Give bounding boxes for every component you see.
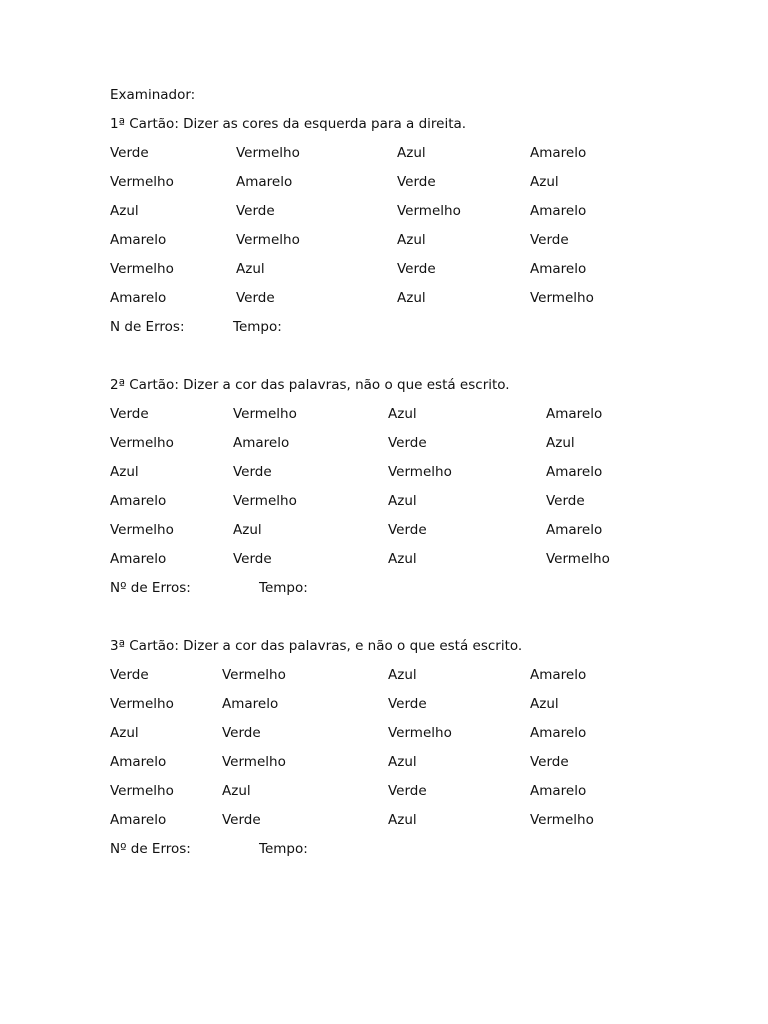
color-word: Amarelo xyxy=(530,145,587,161)
color-word: Amarelo xyxy=(110,551,167,567)
color-word: Azul xyxy=(397,232,426,248)
color-word: Vermelho xyxy=(388,725,452,741)
color-word: Azul xyxy=(388,551,417,567)
color-word-row xyxy=(0,260,768,278)
card-title: 1ª Cartão: Dizer as cores da esquerda para a direita. xyxy=(110,116,467,132)
color-word: Amarelo xyxy=(546,406,603,422)
color-word: Verde xyxy=(530,754,569,770)
color-word: Vermelho xyxy=(110,261,174,277)
color-word: Azul xyxy=(397,145,426,161)
color-word: Verde xyxy=(397,261,436,277)
color-word: Vermelho xyxy=(388,464,452,480)
color-word: Amarelo xyxy=(233,435,290,451)
color-word: Verde xyxy=(222,812,261,828)
color-word: Verde xyxy=(110,145,149,161)
color-word: Azul xyxy=(546,435,575,451)
color-word: Amarelo xyxy=(530,261,587,277)
color-word: Verde xyxy=(388,522,427,538)
color-word: Verde xyxy=(236,290,275,306)
color-word-row xyxy=(0,492,768,510)
color-word: Vermelho xyxy=(222,667,286,683)
color-word-row xyxy=(0,666,768,684)
time-label: Tempo: xyxy=(259,580,308,596)
color-word: Azul xyxy=(530,174,559,190)
color-word: Azul xyxy=(388,493,417,509)
color-word: Verde xyxy=(397,174,436,190)
color-word-row xyxy=(0,782,768,800)
color-word-row xyxy=(0,173,768,191)
color-word: Azul xyxy=(388,812,417,828)
color-word: Verde xyxy=(530,232,569,248)
color-word: Amarelo xyxy=(530,783,587,799)
color-word: Vermelho xyxy=(233,493,297,509)
color-word: Verde xyxy=(233,551,272,567)
color-word: Amarelo xyxy=(222,696,279,712)
color-word-row xyxy=(0,144,768,162)
color-word: Vermelho xyxy=(110,435,174,451)
color-word: Azul xyxy=(110,203,139,219)
color-word: Verde xyxy=(388,435,427,451)
color-word: Azul xyxy=(222,783,251,799)
color-word-row xyxy=(0,202,768,220)
color-word: Vermelho xyxy=(236,232,300,248)
color-word: Amarelo xyxy=(546,522,603,538)
color-word: Vermelho xyxy=(530,812,594,828)
color-word: Vermelho xyxy=(233,406,297,422)
color-word: Verde xyxy=(236,203,275,219)
color-word: Vermelho xyxy=(236,145,300,161)
color-word-row xyxy=(0,695,768,713)
color-word: Azul xyxy=(397,290,426,306)
color-word: Vermelho xyxy=(110,783,174,799)
color-word: Azul xyxy=(388,667,417,683)
card-title: 3ª Cartão: Dizer a cor das palavras, e não o que está escrito. xyxy=(110,638,523,654)
color-word-row xyxy=(0,434,768,452)
color-word-row xyxy=(0,231,768,249)
color-word: Azul xyxy=(530,696,559,712)
errors-label: N de Erros: xyxy=(110,319,185,335)
card-title: 2ª Cartão: Dizer a cor das palavras, não o que está escrito. xyxy=(110,377,510,393)
color-word: Amarelo xyxy=(110,290,167,306)
color-word: Azul xyxy=(236,261,265,277)
color-word: Azul xyxy=(110,464,139,480)
color-word: Vermelho xyxy=(397,203,461,219)
color-word: Amarelo xyxy=(530,203,587,219)
color-word: Verde xyxy=(546,493,585,509)
color-word: Verde xyxy=(233,464,272,480)
color-word: Amarelo xyxy=(110,493,167,509)
color-word: Vermelho xyxy=(110,174,174,190)
color-word: Amarelo xyxy=(236,174,293,190)
color-word: Vermelho xyxy=(530,290,594,306)
color-word: Vermelho xyxy=(110,696,174,712)
color-word-row xyxy=(0,405,768,423)
color-word-row xyxy=(0,724,768,742)
color-word: Vermelho xyxy=(546,551,610,567)
examiner-label: Examinador: xyxy=(110,87,196,103)
color-word: Amarelo xyxy=(530,667,587,683)
color-word: Verde xyxy=(222,725,261,741)
color-word: Vermelho xyxy=(110,522,174,538)
color-word: Verde xyxy=(110,667,149,683)
color-word-row xyxy=(0,289,768,307)
color-word: Amarelo xyxy=(110,754,167,770)
color-word-row xyxy=(0,811,768,829)
color-word-row xyxy=(0,521,768,539)
color-word: Amarelo xyxy=(110,812,167,828)
color-word: Azul xyxy=(110,725,139,741)
time-label: Tempo: xyxy=(259,841,308,857)
time-label: Tempo: xyxy=(233,319,282,335)
color-word: Verde xyxy=(388,696,427,712)
color-word-row xyxy=(0,550,768,568)
errors-label: Nº de Erros: xyxy=(110,841,191,857)
color-word: Vermelho xyxy=(222,754,286,770)
card-footer xyxy=(0,579,768,597)
color-word: Amarelo xyxy=(530,725,587,741)
color-word: Amarelo xyxy=(110,232,167,248)
color-word: Amarelo xyxy=(546,464,603,480)
color-word: Verde xyxy=(388,783,427,799)
errors-label: Nº de Erros: xyxy=(110,580,191,596)
color-word-row xyxy=(0,463,768,481)
color-word: Azul xyxy=(388,406,417,422)
color-word: Azul xyxy=(233,522,262,538)
color-word: Azul xyxy=(388,754,417,770)
color-word: Verde xyxy=(110,406,149,422)
color-word-row xyxy=(0,753,768,771)
card-footer xyxy=(0,840,768,858)
card-footer xyxy=(0,318,768,336)
